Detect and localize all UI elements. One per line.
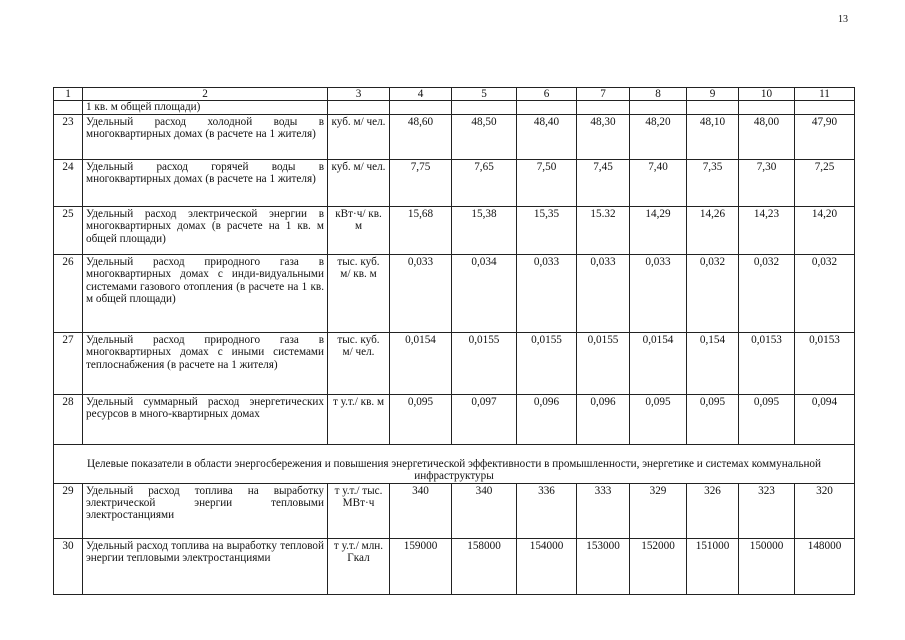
value-cell: 0,034: [452, 254, 517, 332]
value-cell: 14,26: [687, 206, 739, 254]
value-cell: 48,50: [452, 114, 517, 159]
value-cell: 7,65: [452, 159, 517, 206]
header-cell: 1: [54, 88, 83, 101]
value-cell: 0,096: [577, 394, 630, 444]
section-row: [54, 444, 855, 483]
value-cell: 15,68: [390, 206, 452, 254]
empty-cell: [795, 101, 855, 114]
value-cell: 7,50: [517, 159, 577, 206]
indicator-name: Удельный расход топлива на выработку электрической энергии тепловыми электростанциями: [83, 483, 328, 538]
header-cell: 5: [452, 88, 517, 101]
section-title: Целевые показатели в области энергосбережения и повышения энергетической эффективности в промышленности, энергетике и системах коммунальной инфраструктуры: [54, 444, 855, 483]
value-cell: 154000: [517, 538, 577, 594]
indicator-name: Удельный расход электрической энергии в многоквартирных домах (в расчете на 1 кв. м общей площади): [83, 206, 328, 254]
value-cell: 150000: [739, 538, 795, 594]
header-cell: 4: [390, 88, 452, 101]
header-cell: 11: [795, 88, 855, 101]
row-number: 28: [54, 394, 83, 444]
value-cell: 0,095: [630, 394, 687, 444]
value-cell: 0,0155: [452, 332, 517, 394]
value-cell: 0,094: [795, 394, 855, 444]
header-row: [54, 88, 855, 101]
empty-cell: [630, 101, 687, 114]
value-cell: 152000: [630, 538, 687, 594]
value-cell: 151000: [687, 538, 739, 594]
table-row: [54, 206, 855, 254]
empty-cell: [390, 101, 452, 114]
value-cell: 329: [630, 483, 687, 538]
value-cell: 14,20: [795, 206, 855, 254]
value-cell: 7,30: [739, 159, 795, 206]
value-cell: 0,0153: [739, 332, 795, 394]
value-cell: 323: [739, 483, 795, 538]
page-number: 13: [838, 14, 848, 25]
indicators-table: [53, 87, 855, 595]
value-cell: 0,095: [687, 394, 739, 444]
value-cell: 0,0154: [390, 332, 452, 394]
value-cell: 0,033: [517, 254, 577, 332]
empty-cell: [577, 101, 630, 114]
value-cell: 0,095: [390, 394, 452, 444]
value-cell: 48,60: [390, 114, 452, 159]
value-cell: 14,29: [630, 206, 687, 254]
table-row: [54, 254, 855, 332]
value-cell: 0,097: [452, 394, 517, 444]
empty-cell: [452, 101, 517, 114]
table-row: [54, 114, 855, 159]
header-cell: 2: [83, 88, 328, 101]
value-cell: 7,35: [687, 159, 739, 206]
value-cell: 158000: [452, 538, 517, 594]
value-cell: 0,154: [687, 332, 739, 394]
row-number: 23: [54, 114, 83, 159]
value-cell: 48,10: [687, 114, 739, 159]
indicator-name: Удельный расход холодной воды в многоквартирных домах (в расчете на 1 жителя): [83, 114, 328, 159]
row-number: 29: [54, 483, 83, 538]
value-cell: 0,0155: [577, 332, 630, 394]
value-cell: 148000: [795, 538, 855, 594]
value-cell: 333: [577, 483, 630, 538]
value-cell: 0,032: [795, 254, 855, 332]
continuation-row: [54, 101, 855, 114]
unit-cell: тыс. куб. м/ кв. м: [328, 254, 390, 332]
unit-cell: т у.т./ млн. Гкал: [328, 538, 390, 594]
value-cell: 7,40: [630, 159, 687, 206]
unit-cell: кВт·ч/ кв. м: [328, 206, 390, 254]
continuation-num-cell: [54, 101, 83, 114]
header-cell: 9: [687, 88, 739, 101]
value-cell: 0,0153: [795, 332, 855, 394]
header-cell: 6: [517, 88, 577, 101]
value-cell: 320: [795, 483, 855, 538]
value-cell: 0,095: [739, 394, 795, 444]
value-cell: 0,032: [687, 254, 739, 332]
value-cell: 7,45: [577, 159, 630, 206]
value-cell: 47,90: [795, 114, 855, 159]
row-number: 26: [54, 254, 83, 332]
value-cell: 153000: [577, 538, 630, 594]
value-cell: 7,25: [795, 159, 855, 206]
value-cell: 14,23: [739, 206, 795, 254]
value-cell: 159000: [390, 538, 452, 594]
row-number: 30: [54, 538, 83, 594]
value-cell: 48,00: [739, 114, 795, 159]
table-row: [54, 159, 855, 206]
value-cell: 48,40: [517, 114, 577, 159]
value-cell: 0,033: [390, 254, 452, 332]
table-row: [54, 483, 855, 538]
continuation-text: 1 кв. м общей площади): [83, 101, 328, 114]
unit-cell: куб. м/ чел.: [328, 114, 390, 159]
indicator-name: Удельный расход топлива на выработку тепловой энергии тепловыми электростанциями: [83, 538, 328, 594]
unit-cell: куб. м/ чел.: [328, 159, 390, 206]
unit-cell: т у.т./ кв. м: [328, 394, 390, 444]
header-cell: 3: [328, 88, 390, 101]
value-cell: 340: [452, 483, 517, 538]
indicator-name: Удельный суммарный расход энергетических ресурсов в много-квартирных домах: [83, 394, 328, 444]
value-cell: 326: [687, 483, 739, 538]
unit-cell: тыс. куб. м/ чел.: [328, 332, 390, 394]
row-number: 24: [54, 159, 83, 206]
value-cell: 48,30: [577, 114, 630, 159]
empty-cell: [739, 101, 795, 114]
value-cell: 48,20: [630, 114, 687, 159]
row-number: 25: [54, 206, 83, 254]
table-row: [54, 394, 855, 444]
value-cell: 0,0154: [630, 332, 687, 394]
value-cell: 0,033: [630, 254, 687, 332]
indicator-name: Удельный расход горячей воды в многоквартирных домах (в расчете на 1 жителя): [83, 159, 328, 206]
empty-cell: [517, 101, 577, 114]
indicator-name: Удельный расход природного газа в многоквартирных домах с инди-видуальными системами газового отопления (в расчете на 1 кв. м общей площади): [83, 254, 328, 332]
value-cell: 15.32: [577, 206, 630, 254]
value-cell: 340: [390, 483, 452, 538]
empty-cell: [687, 101, 739, 114]
value-cell: 7,75: [390, 159, 452, 206]
value-cell: 15,35: [517, 206, 577, 254]
header-cell: 7: [577, 88, 630, 101]
table-row: [54, 332, 855, 394]
table-row: [54, 538, 855, 594]
row-number: 27: [54, 332, 83, 394]
value-cell: 0,033: [577, 254, 630, 332]
value-cell: 15,38: [452, 206, 517, 254]
value-cell: 336: [517, 483, 577, 538]
value-cell: 0,0155: [517, 332, 577, 394]
indicator-name: Удельный расход природного газа в многоквартирных домах с иными системами теплоснабжения (в расчете на 1 жителя): [83, 332, 328, 394]
unit-cell: т у.т./ тыс. МВт·ч: [328, 483, 390, 538]
value-cell: 0,032: [739, 254, 795, 332]
header-cell: 10: [739, 88, 795, 101]
header-cell: 8: [630, 88, 687, 101]
empty-cell: [328, 101, 390, 114]
value-cell: 0,096: [517, 394, 577, 444]
